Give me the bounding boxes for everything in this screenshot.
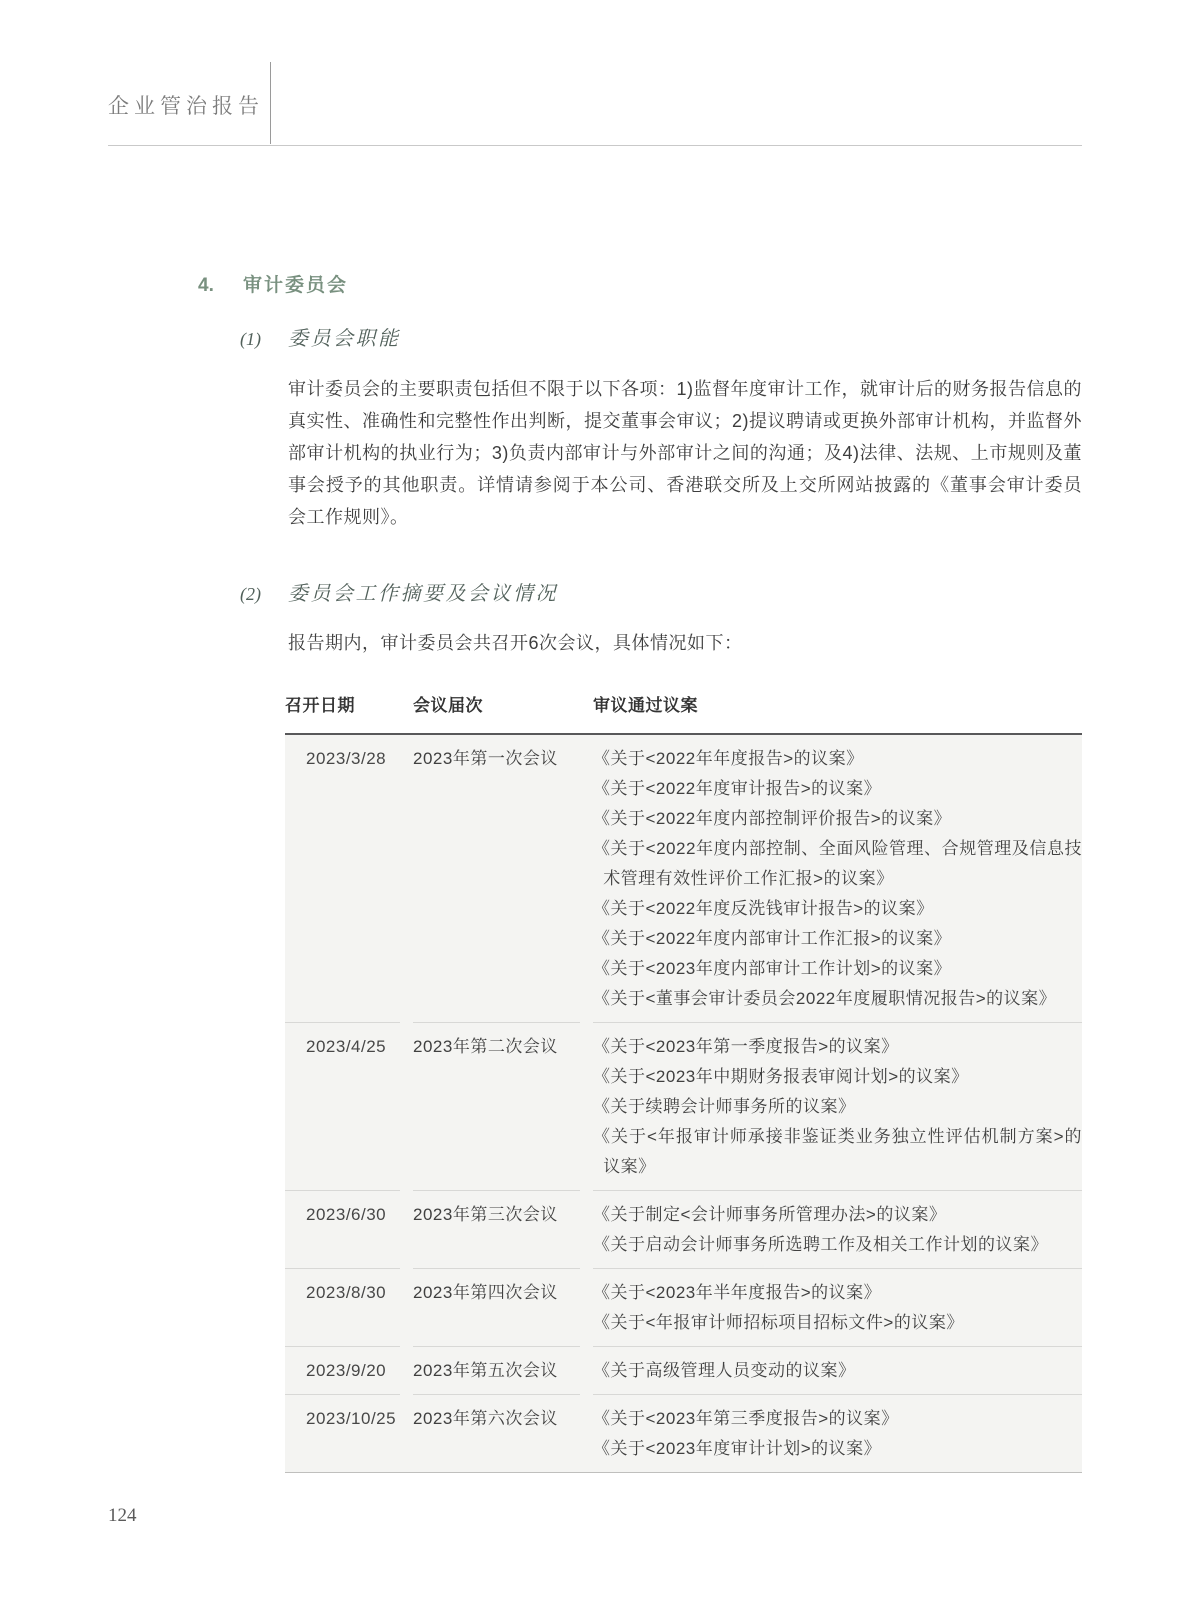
meeting-session: 2023年第一次会议 xyxy=(413,749,558,768)
proposal-item: 《关于<2023年第三季度报告>的议案》 xyxy=(593,1409,899,1428)
proposal-item: 《关于<董事会审计委员会2022年度履职情况报告>的议案》 xyxy=(593,989,1057,1008)
proposal-item: 《关于<2023年中期财务报表审阅计划>的议案》 xyxy=(593,1067,969,1086)
section-title: 审计委员会 xyxy=(243,275,349,296)
meetings-intro-line: 报告期内，审计委员会共召开6次会议，具体情况如下： xyxy=(288,633,743,653)
proposal-item: 《关于续聘会计师事务所的议案》 xyxy=(593,1097,856,1116)
meeting-proposals xyxy=(593,1190,1082,1268)
proposal-item: 《关于制定<会计师事务所管理办法>的议案》 xyxy=(593,1205,947,1224)
section-heading xyxy=(198,270,1082,297)
meeting-date: 2023/6/30 xyxy=(285,1190,400,1268)
table-row xyxy=(285,1394,1082,1472)
subsection-2-number: (2) xyxy=(240,584,261,604)
proposal-item: 《关于<2022年年度报告>的议案》 xyxy=(593,749,864,768)
committee-functions-paragraph: 审计委员会的主要职责包括但不限于以下各项：1)监督年度审计工作，就审计后的财务报告信息的真实性、准确性和完整性作出判断，提交董事会审议；2)提议聘请或更换外部审计机构，并监督外部审计机构的执业行为；3)负责内部审计与外部审计之间的沟通；及4)法律、法规、上市规则及董事会授予的其他职责。详情请参阅于本公司、香港联交所及上交所网站披露的《董事会审计委员会工作规则》。 xyxy=(288,379,1083,527)
meeting-date: 2023/3/28 xyxy=(306,749,387,768)
section-number: 4. xyxy=(198,275,214,296)
table-row xyxy=(285,735,1082,1022)
page-number: 124 xyxy=(108,1505,137,1526)
table-row xyxy=(285,1346,1082,1394)
meeting-table xyxy=(285,683,1082,1473)
proposal-item: 《关于<2022年度反洗钱审计报告>的议案》 xyxy=(593,899,934,918)
proposal-item: 《关于<2023年度内部审计工作计划>的议案》 xyxy=(593,959,952,978)
meeting-date: 2023/8/30 xyxy=(285,1268,400,1346)
header-vertical-divider xyxy=(270,62,271,144)
header-horizontal-rule xyxy=(108,145,1082,146)
meeting-session: 2023年第二次会议 xyxy=(413,1022,580,1190)
proposal-item: 《关于<2022年度内部控制评价报告>的议案》 xyxy=(593,809,952,828)
meeting-proposals xyxy=(593,1394,1082,1472)
column-header-date: 召开日期 xyxy=(285,696,355,715)
column-header-proposals: 审议通过议案 xyxy=(593,696,698,715)
meeting-proposals xyxy=(593,1022,1082,1190)
proposal-item: 《关于<年报审计师承接非鉴证类业务独立性评估机制方案>的议案》 xyxy=(593,1127,1082,1176)
meeting-session: 2023年第五次会议 xyxy=(413,1346,580,1394)
subsection-2-title: 委员会工作摘要及会议情况 xyxy=(288,583,558,605)
column-header-session: 会议届次 xyxy=(413,696,483,715)
subsection-1-title: 委员会职能 xyxy=(288,328,401,350)
meeting-proposals xyxy=(593,1268,1082,1346)
meeting-session: 2023年第六次会议 xyxy=(413,1394,580,1472)
proposal-item: 《关于高级管理人员变动的议案》 xyxy=(593,1361,856,1380)
table-header-row xyxy=(285,683,1082,733)
meeting-session: 2023年第三次会议 xyxy=(413,1190,580,1268)
table-row xyxy=(285,1268,1082,1346)
subsection-1-heading xyxy=(240,322,1082,351)
meeting-proposals xyxy=(593,1346,1082,1394)
meeting-session: 2023年第四次会议 xyxy=(413,1268,580,1346)
proposal-item: 《关于<2023年度审计计划>的议案》 xyxy=(593,1439,882,1458)
proposal-item: 《关于<2022年度审计报告>的议案》 xyxy=(593,779,882,798)
meeting-date: 2023/10/25 xyxy=(285,1394,400,1472)
subsection-2-heading xyxy=(240,577,1082,606)
table-row xyxy=(285,1190,1082,1268)
table-row xyxy=(285,1022,1082,1190)
proposal-item: 《关于<2022年度内部审计工作汇报>的议案》 xyxy=(593,929,952,948)
proposal-item: 《关于<年报审计师招标项目招标文件>的议案》 xyxy=(593,1313,964,1332)
meeting-table-body xyxy=(285,735,1082,1473)
meeting-date: 2023/4/25 xyxy=(285,1022,400,1190)
meeting-date: 2023/9/20 xyxy=(285,1346,400,1394)
main-content xyxy=(198,270,1082,1473)
page-header-title: 企业管治报告 xyxy=(108,94,264,118)
subsection-1 xyxy=(240,322,1082,351)
proposal-item: 《关于<2023年半年度报告>的议案》 xyxy=(593,1283,882,1302)
proposal-item: 《关于<2022年度内部控制、全面风险管理、合规管理及信息技术管理有效性评价工作汇报>的议案》 xyxy=(593,839,1082,888)
subsection-1-number: (1) xyxy=(240,329,261,349)
subsection-2 xyxy=(240,577,1082,606)
proposal-item: 《关于启动会计师事务所选聘工作及相关工作计划的议案》 xyxy=(593,1235,1048,1254)
meeting-proposals xyxy=(593,735,1082,1022)
proposal-item: 《关于<2023年第一季度报告>的议案》 xyxy=(593,1037,899,1056)
